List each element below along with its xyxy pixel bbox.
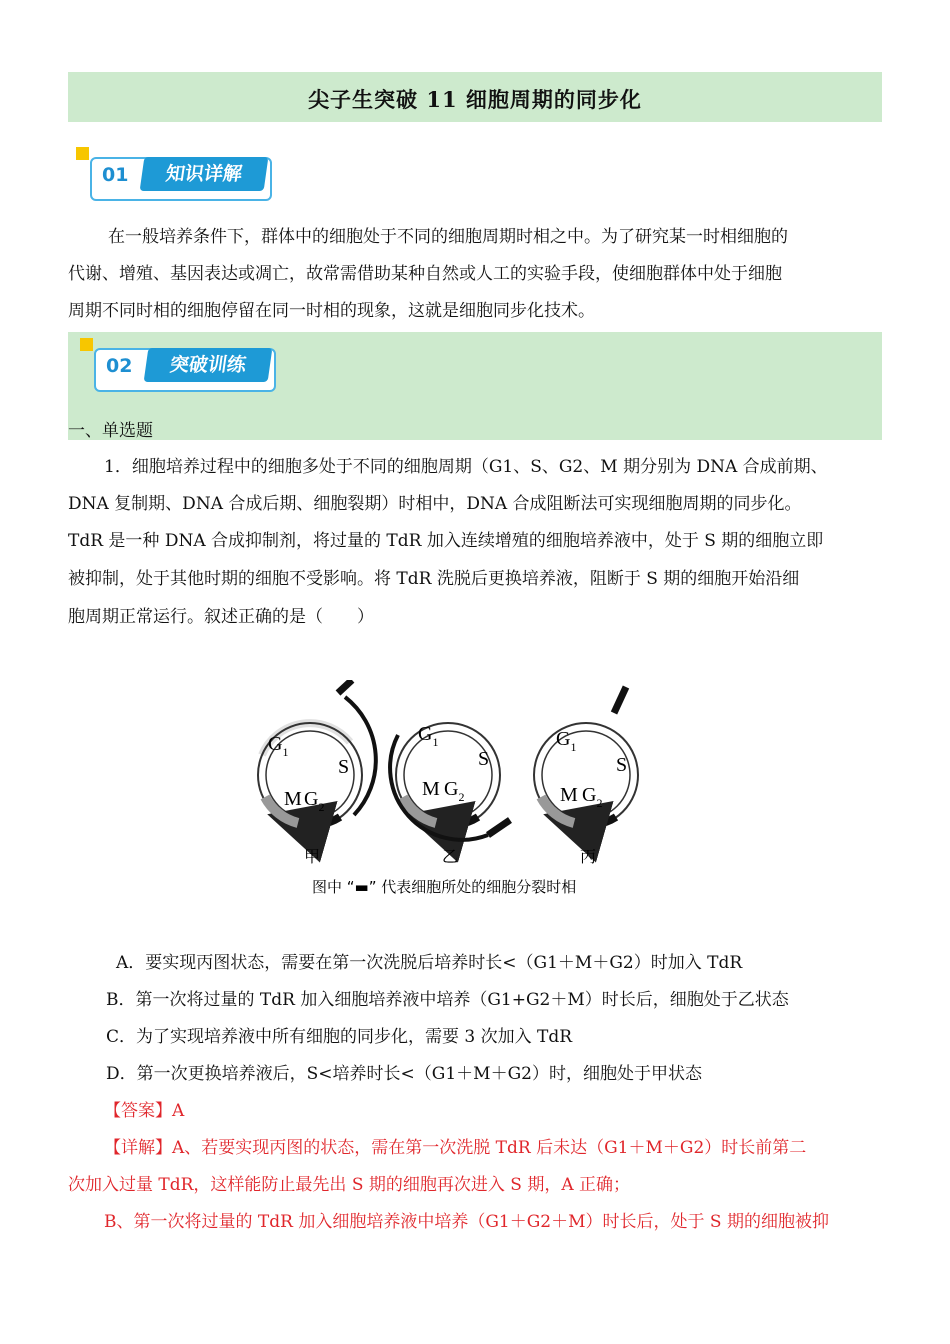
phase-m: M — [560, 784, 578, 806]
phase-s: S — [338, 756, 350, 778]
badge-corner-square — [76, 147, 89, 160]
panel-label-jia: 甲 — [304, 847, 321, 866]
badge-label: 知识详解 — [140, 157, 269, 191]
panel-yi — [390, 723, 510, 866]
phase-m: M — [422, 778, 440, 800]
badge-number: 01 — [102, 164, 129, 186]
phase-g2: $G_2$ — [582, 784, 603, 810]
badge-corner-square — [80, 338, 93, 351]
title-bar — [68, 72, 882, 122]
panel-label-bing: 丙 — [580, 847, 597, 866]
question-line-3: TdR 是一种 DNA 合成抑制剂，将过量的 TdR 加入连续增殖的细胞培养液中，处于 S 期的细胞立即 — [68, 531, 824, 551]
phase-g1: $G_1$ — [418, 723, 439, 749]
page-title: 尖子生突破 11 细胞周期的同步化 — [308, 87, 642, 112]
question-line-1: 1．细胞培养过程中的细胞多处于不同的细胞周期（G1、S、G2、M 期分别为 DNA 合成前期、 — [104, 457, 828, 477]
cell-cycle-figure — [250, 680, 650, 900]
question-line-4: 被抑制，处于其他时期的细胞不受影响。将 TdR 洗脱后更换培养液，阻断于 S 期的细胞开始沿细 — [68, 569, 800, 589]
phase-s: S — [478, 748, 490, 770]
explanation-line-3: B、第一次将过量的 TdR 加入细胞培养液中培养（G1＋G2＋M）时长后，处于 S 期的细胞被抑 — [104, 1212, 829, 1232]
question-line-5: 胞周期正常运行。叙述正确的是（ ） — [68, 607, 374, 627]
badge-number: 02 — [106, 355, 133, 377]
badge-label: 突破训练 — [144, 348, 273, 382]
panel-jia — [258, 680, 376, 866]
explanation-line-2: 次加入过量 TdR，这样能防止最先出 S 期的细胞再次进入 S 期，A 正确； — [68, 1175, 631, 1195]
intro-line-2: 代谢、增殖、基因表达或凋亡，故常需借助某种自然或人工的实验手段，使细胞群体中处于细胞 — [68, 264, 782, 284]
intro-line-1: 在一般培养条件下，群体中的细胞处于不同的细胞周期时相之中。为了研究某一时相细胞的 — [108, 227, 788, 247]
option-d: D．第一次更换培养液后，S<培养时长<（G1＋M＋G2）时，细胞处于甲状态 — [106, 1064, 702, 1084]
phase-g1: $G_1$ — [268, 733, 289, 759]
option-c: C．为了实现培养液中所有细胞的同步化，需要 3 次加入 TdR — [106, 1027, 573, 1047]
option-a: A．要实现丙图状态，需要在第一次洗脱后培养时长<（G1＋M＋G2）时加入 TdR — [116, 953, 743, 973]
panel-label-yi: 乙 — [442, 847, 459, 866]
phase-s: S — [616, 754, 628, 776]
phase-m: M — [284, 788, 302, 810]
intro-line-3: 周期不同时相的细胞停留在同一时相的现象，这就是细胞同步化技术。 — [68, 301, 595, 321]
explanation-line-1: 【详解】A、若要实现丙图的状态，需在第一次洗脱 TdR 后未达（G1＋M＋G2）时长前第二 — [104, 1138, 807, 1158]
subheading: 一、单选题 — [68, 421, 153, 441]
answer: 【答案】A — [104, 1101, 185, 1121]
phase-g2: $G_2$ — [304, 788, 325, 814]
phase-g2: $G_2$ — [444, 778, 465, 804]
option-b: B．第一次将过量的 TdR 加入细胞培养液中培养（G1+G2＋M）时长后，细胞处于乙状态 — [106, 990, 789, 1010]
phase-g1: $G_1$ — [556, 728, 577, 754]
panel-bing — [534, 687, 638, 866]
question-line-2: DNA 复制期、DNA 合成后期、细胞裂期）时相中，DNA 合成阻断法可实现细胞周期的同步化。 — [68, 494, 802, 514]
figure-caption: 图中 “▬” 代表细胞所处的细胞分裂时相 — [312, 878, 577, 896]
